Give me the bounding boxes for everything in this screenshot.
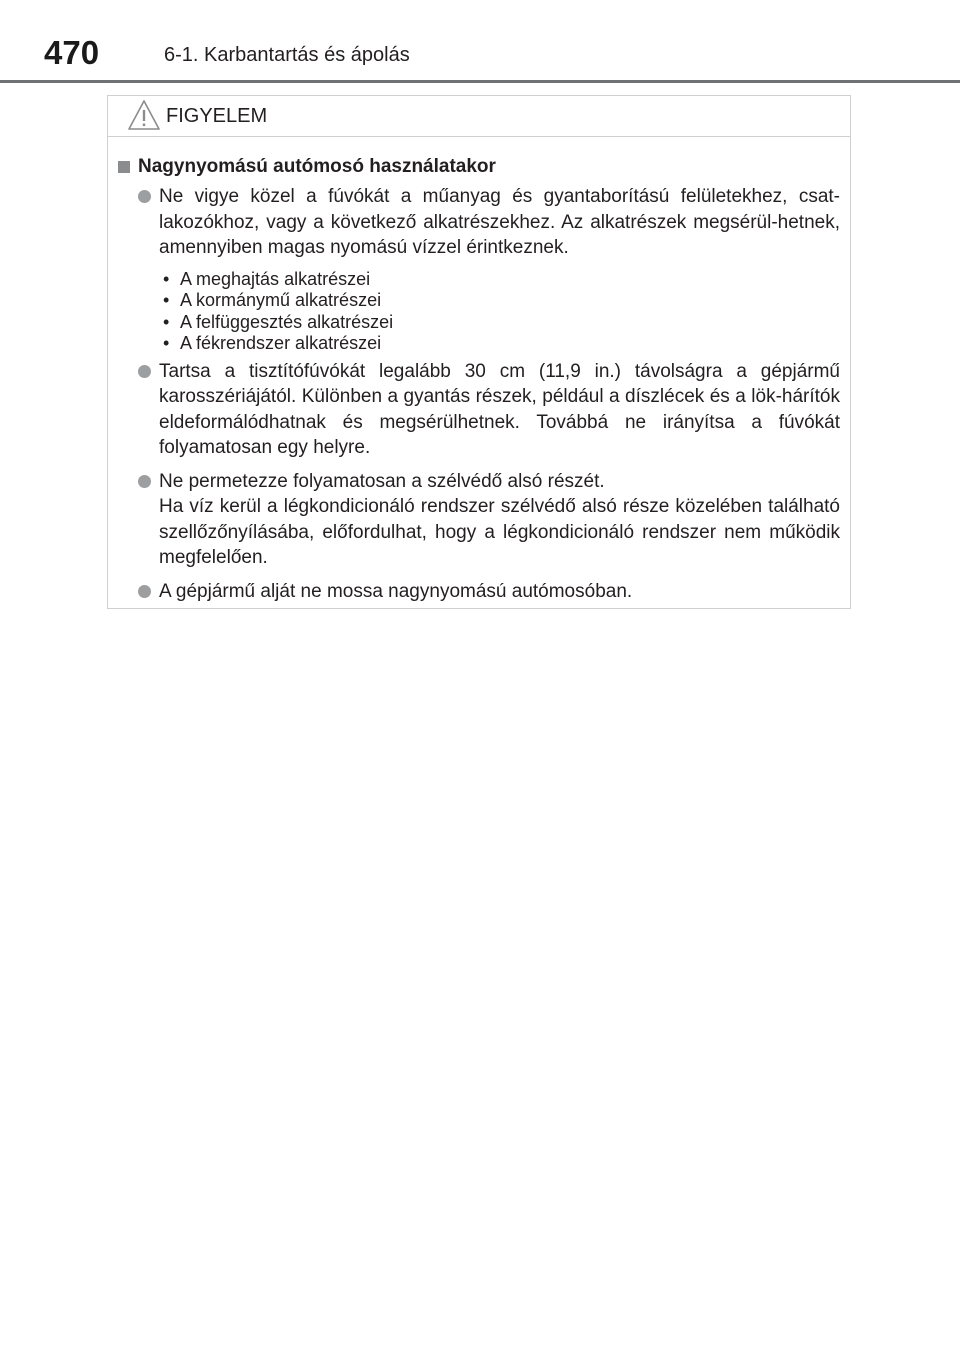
warning-box xyxy=(107,95,851,609)
section-title: 6-1. Karbantartás és ápolás xyxy=(164,44,410,66)
item-text: Tartsa a tisztítófúvókát legalább 30 cm (11,9 in.) távolságra a gépjármű karosszériájától. Különben a gyantás részek, például a díszlécek és a lök-hárítók eldeformálódhatnak és megsérülhetnek. Továbbá ne irányítsa a fúvókát folyamatosan egy helyre. xyxy=(159,360,840,458)
warning-header xyxy=(108,96,850,137)
warning-triangle-icon xyxy=(127,99,161,131)
round-bullet-icon xyxy=(138,190,151,203)
warning-subheading xyxy=(118,154,840,180)
sub-list-item: • A felfüggesztés alkatrészei xyxy=(163,311,394,332)
list-item xyxy=(118,469,840,571)
round-bullet-icon xyxy=(138,475,151,488)
sub-list-item: • A meghajtás alkatrészei xyxy=(163,268,371,289)
item-text: Ne vigye közel a fúvókát a műanyag és gyantaborítású felületekhez, csat-lakozókhoz, vagy a következő alkatrészekhez. Az alkatrészek megsérül-hetnek, amennyiben magas nyomású vízzel érintkeznek. xyxy=(159,186,840,258)
warning-title: FIGYELEM xyxy=(166,105,268,127)
item-text: Ne permetezze folyamatosan a szélvédő alsó részét. xyxy=(159,470,605,492)
item-text: A gépjármű alját ne mossa nagynyomású autómosóban. xyxy=(159,580,633,602)
page-number: 470 xyxy=(44,34,100,71)
sub-list-item: • A kormánymű alkatrészei xyxy=(163,290,382,310)
warning-body xyxy=(108,137,850,604)
sub-list-item: • A fékrendszer alkatrészei xyxy=(163,333,382,353)
sub-list xyxy=(159,269,840,355)
list-item xyxy=(118,184,840,261)
page-header xyxy=(0,0,960,83)
item-text-continued: Ha víz kerül a légkondicionáló rendszer szélvédő alsó része közelében található szellőzőnyílásába, előfordulhat, hogy a légkondicionáló rendszer nem működik megfelelően. xyxy=(159,496,840,568)
list-item xyxy=(118,359,840,461)
round-bullet-icon xyxy=(138,585,151,598)
square-bullet-icon xyxy=(118,161,130,173)
list-item xyxy=(118,579,840,605)
subheading-text: Nagynyomású autómosó használatakor xyxy=(138,156,496,177)
round-bullet-icon xyxy=(138,365,151,378)
